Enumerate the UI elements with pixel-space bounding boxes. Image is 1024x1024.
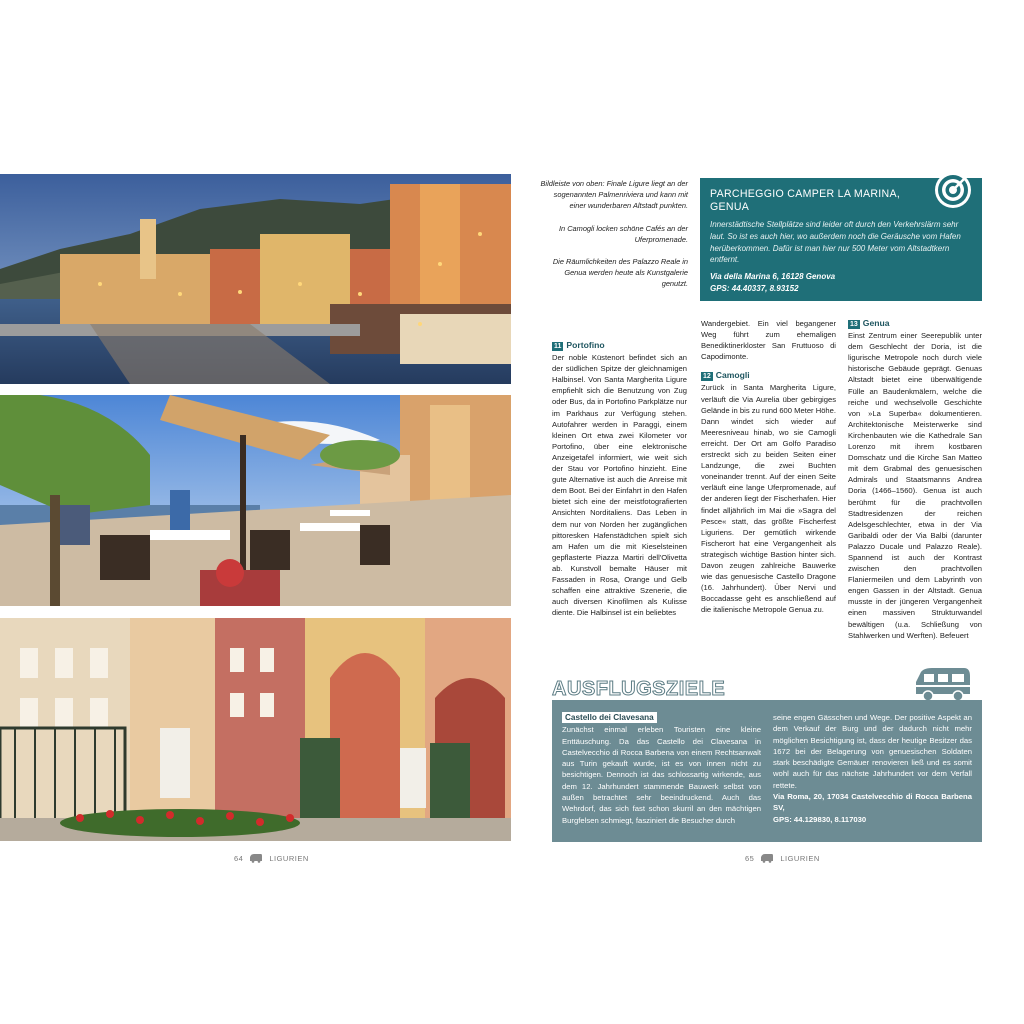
parking-address: Via della Marina 6, 16128 Genova (710, 272, 836, 282)
photo-camogli-cafe (0, 395, 511, 606)
camper-van-icon (760, 854, 774, 863)
destination-text-1: Zunächst einmal erleben Touristen eine kleine Enttäuschung. Da das Castello dei Clavesana in Castelvecchio di Rocca Barbena von einem Rechtsanwalt aus Turin gekauft wurde, ist es von innen nicht zu besichtigen. Dennoch ist das schlossartig wirkende, aus dem 12. Jahrhundert stammende Bauwerk selbst von außen betrachtet sehr beeindruckend. Auch das Wehrdorf, das sich fast schon skurril an den mächtigen Burgfelsen schmiegt, fasziniert die Besucher durch (562, 725, 761, 825)
section-title: Genua (862, 318, 890, 328)
footer-right (745, 854, 820, 863)
section-11-text: Der noble Küstenort befindet sich an der südlichen Spitze der gleichnamigen Halbinsel. Von Santa Margherita Ligure empfiehlt sich die Benutzung von Zug oder Bus, da in Portofino Parkplätze nur im Parkhaus zur Verfügung stehen. Autofahrer werden in Paraggi, einem kleinen Ort etwa zwei Kilometer vor Portofino, über eine elektronische Anzeigetafel informiert, wie weit sich der Stau vor Portofino hinzieht. Eine gute Alternative ist auch die Anreise mit dem Boot. Bei der Einfahrt in den Hafen bietet sich eine der meistfotografierten Ansichten Norditaliens. Das Leben in dem nur von Norden her zugänglichen pittoresken Hafenstädtchen spielt sich am Hafen um die mit Kieselsteinen gepflasterte Piazza Martiri dell'Olivetta ab. Kunstvoll bemalte Häuser mit Fassaden in Rosa, Orange und Gelb schaffen eine attraktive Szenerie, die auch diversen Kinofilmen als Kulisse diente. Die Halbinsel ist ein beliebtes (552, 353, 687, 618)
ausflugsziele-content (552, 702, 982, 842)
ausflugsziele-column-2 (773, 712, 972, 826)
page-number-right: 65 (745, 854, 755, 863)
section-12-text: Zurück in Santa Margherita Ligure, verläuft die Via Aurelia über gebirgiges Gelände in bis zu rund 600 Meter Höhe. Dann windet sich wieder auf Meeresniveau hinab, wo sie Camogli erreicht. Der Ort am Golfo Paradiso erstreckt sich zu beiden Seiten einer Landzunge, die zwei Buchten voneinander trennt. Auf der einen Seite verläuft eine lange Uferpromenade, auf der anderen liegt der Fischerhafen. Hier findet alljährlich im Mai die »Sagra del Pesce« statt, das größte Fischerfest Liguriens. Der gemütlich wirkende Fischerort hat eine Vergangenheit als strategisch wichtige Bastion hinter sich. Davon zeugen zahlreiche Bauwerke wie das genuesische Castello Dragone (16. Jahrhundert). Über Nervi und Boccadasse geht es anschließend auf die italienische Metropole Genua zu. (701, 383, 836, 615)
caption-1: Bildleiste von oben: Finale Ligure liegt an der sogenannten Palmenriviera und kann mit einer wunderbaren Altstadt punkten. (540, 179, 688, 211)
photo-finale-ligure (0, 174, 511, 384)
section-12-heading (701, 370, 836, 381)
target-icon (931, 164, 979, 212)
footer-left (234, 854, 309, 863)
section-number: 13 (850, 321, 858, 328)
section-number: 12 (703, 373, 711, 381)
footer-section-left: LIGURIEN (269, 854, 309, 863)
column-3 (848, 318, 982, 641)
column-1 (552, 340, 687, 618)
parking-gps: GPS: 44.40337, 8.93152 (710, 283, 799, 293)
ausflugsziele-column-1 (562, 712, 761, 826)
section-11-continued: Wandergebiet. Ein viel begangener Weg führt zum ehemaligen Benediktinerkloster San Fruttuoso di Capodimonte. (701, 319, 836, 362)
section-11-heading (552, 340, 687, 351)
caption-3: Die Räumlichkeiten des Palazzo Reale in Genua werden heute als Kunstgalerie genutzt. (552, 257, 688, 289)
page-number-left: 64 (234, 854, 244, 863)
column-2 (701, 318, 836, 615)
parking-title: PARCHEGGIO CAMPER LA MARINA, GENUA (710, 188, 901, 213)
section-13-text: Einst Zentrum einer Seerepublik unter dem Geschlecht der Doria, ist die ligurische Metropole noch durch viele historische Gebäude geprägt. Genuas Altstadt bietet eine überwältigende Fülle an Baudenkmälern, welche die reiche und wechselvolle Geschichte von »La Superba« dokumentieren. Architektonische Meisterwerke sind Kirchenbauten wie die Kathedrale San Lorenzo mit ihrem kostbaren Domschatz und die Kirche San Matteo mit dem Grabmal des genuesischen Admirals und Staatsmanns Andrea Doria (1466–1560). Genua ist auch berühmt für die prachtvollen Stadtresidenzen der reichen Adelsgeschlechter, etwa in der Via Garibaldi oder der Via Balbi (darunter Palazzo Ducale und Palazzo Reale). Spannend ist auch der Kontrast zwischen den prachtvollen Flaniermeilen und dem Labyrinth von engen Gassen in der Altstadt. Genua musste in der jüngeren Vergangenheit einen massiven Strukturwandel bewältigen (u.a. Schließung von Stahlwerken und Werften). Befeuert (848, 331, 982, 640)
ausflugsziele-box (552, 678, 982, 825)
photo-captions (540, 178, 688, 301)
section-title: Portofino (566, 340, 605, 350)
parking-info-box (700, 178, 982, 301)
camper-van-icon (249, 854, 263, 863)
footer-section-right: LIGURIEN (780, 854, 820, 863)
section-number: 11 (554, 343, 562, 350)
section-title: Camogli (715, 370, 750, 381)
destination-address: Via Roma, 20, 17034 Castelvecchio di Rocca Barbena SV, (773, 792, 972, 813)
destination-name: Castello dei Clavesana (562, 712, 657, 723)
photo-palazzo-reale (0, 618, 511, 841)
camper-van-icon (912, 666, 974, 702)
destination-gps: GPS: 44.129830, 8.117030 (773, 814, 867, 824)
ausflugsziele-heading: AUSFLUGSZIELE (552, 678, 726, 700)
caption-2: In Camogli locken schöne Cafés an der Uferpromenade. (559, 223, 688, 244)
destination-text-2: seine engen Gässchen und Wege. Der positive Aspekt an dem Verkauf der Burg und der dadurch nicht mehr möglichen Besichtigung ist, dass der heutige Besitzer das 1672 bei der Belagerung von genuesischen Soldaten stark beschädigte Gemäuer renovieren ließ und es somit wohl auch für das nächste Jahrhundert vor dem Verfall rettete. (773, 713, 972, 790)
section-13-heading (848, 318, 982, 329)
parking-description: Innerstädtische Stellplätze sind leider oft durch den Verkehrslärm sehr laut. So ist es auch hier, wo außerdem noch die Geräusche vom Hafen herüberkommen. Dafür ist man hier nur 500 Meter vom Altstadtkern entfernt. (710, 220, 961, 265)
